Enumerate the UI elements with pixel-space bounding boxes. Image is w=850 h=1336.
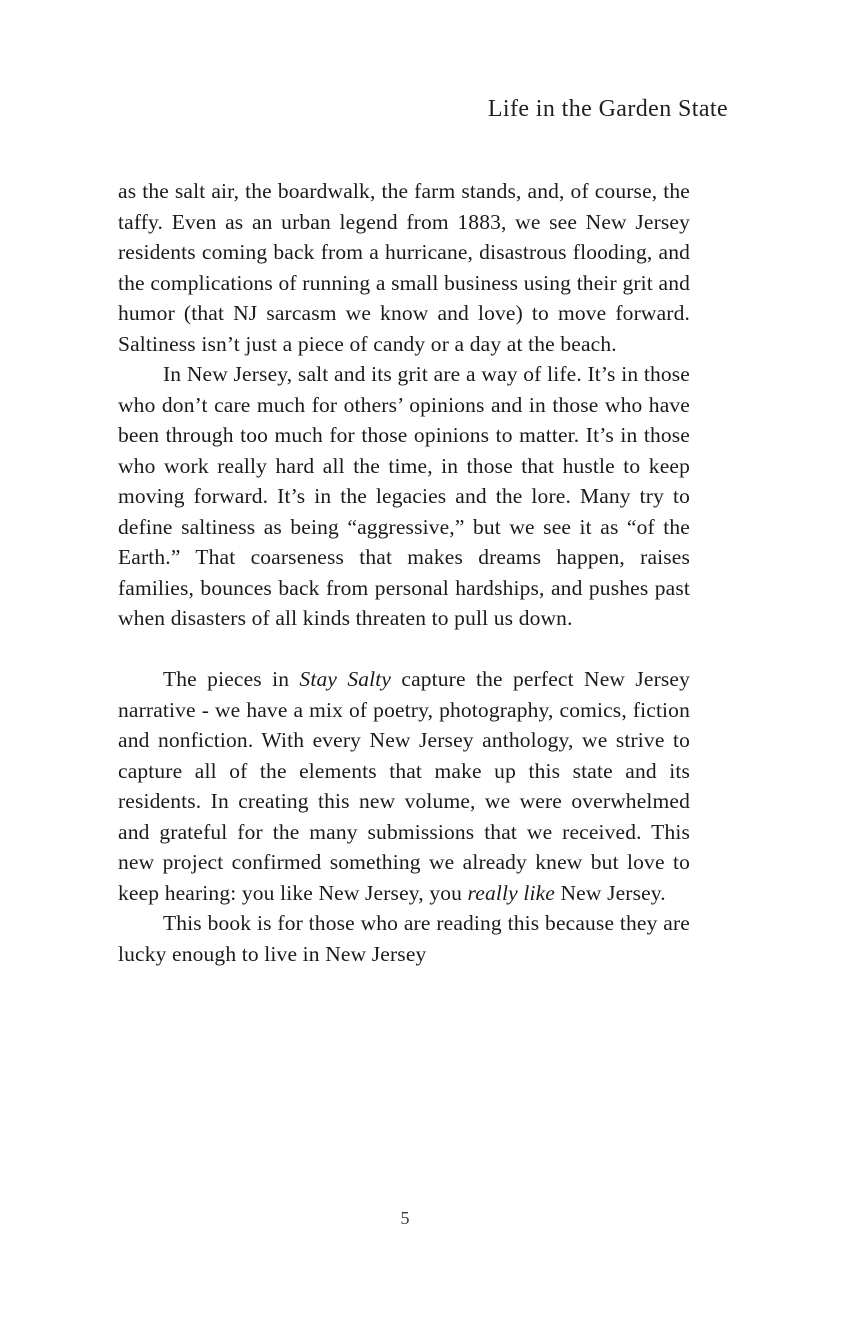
running-head: Life in the Garden State bbox=[487, 96, 728, 122]
page-number: 5 bbox=[400, 1208, 410, 1228]
italic-text-run: really like bbox=[467, 880, 555, 905]
paragraph-way-of-life bbox=[118, 359, 690, 634]
text-run: as the salt air, the boardwalk, the farm stands, and, of course, the taffy. Even as an urban legend from 1883, we see New Jersey residents coming back from a hurricane, disastrous flooding, and the complications of running a small business using their grit and humor (that NJ sarcasm we know and love) to move forward. Saltiness isn’t just a piece of candy or a day at the beach. bbox=[118, 179, 690, 356]
text-run: capture the perfect New Jersey narrative - we have a mix of poetry, photography, comics, fiction and nonfiction. With every New Jersey anthology, we strive to capture all of the elements that make up this state and its residents. In creating this new volume, we were overwhelmed and grateful for the many submissions that we received. This new project confirmed something we already knew but love to keep hearing: you like New Jersey, you bbox=[118, 667, 690, 905]
text-run: New Jersey. bbox=[554, 880, 666, 905]
body-text-column bbox=[118, 176, 690, 969]
text-run: In New Jersey, salt and its grit are a way of life. It’s in those who don’t care much for others’ opinions and in those who have been through too much for those opinions to matter. It’s in those who work really hard all the time, in those that hustle to keep moving forward. It’s in the legacies and the lore. Many try to define saltiness as being “aggressive,” but we see it as “of the Earth.” That coarseness that makes dreams happen, raises families, bounces back from personal hardships, and pushes past when disasters of all kinds threaten to pull us down. bbox=[118, 362, 690, 630]
text-run: The pieces in bbox=[163, 667, 300, 691]
text-run: This book is for those who are reading this because they are lucky enough to live in New Jersey bbox=[118, 911, 690, 966]
paragraph-this-book bbox=[118, 908, 690, 969]
italic-text-run: Stay Salty bbox=[299, 667, 392, 691]
paragraph-saltiness bbox=[118, 176, 690, 359]
paragraph-stay-salty bbox=[118, 664, 690, 908]
